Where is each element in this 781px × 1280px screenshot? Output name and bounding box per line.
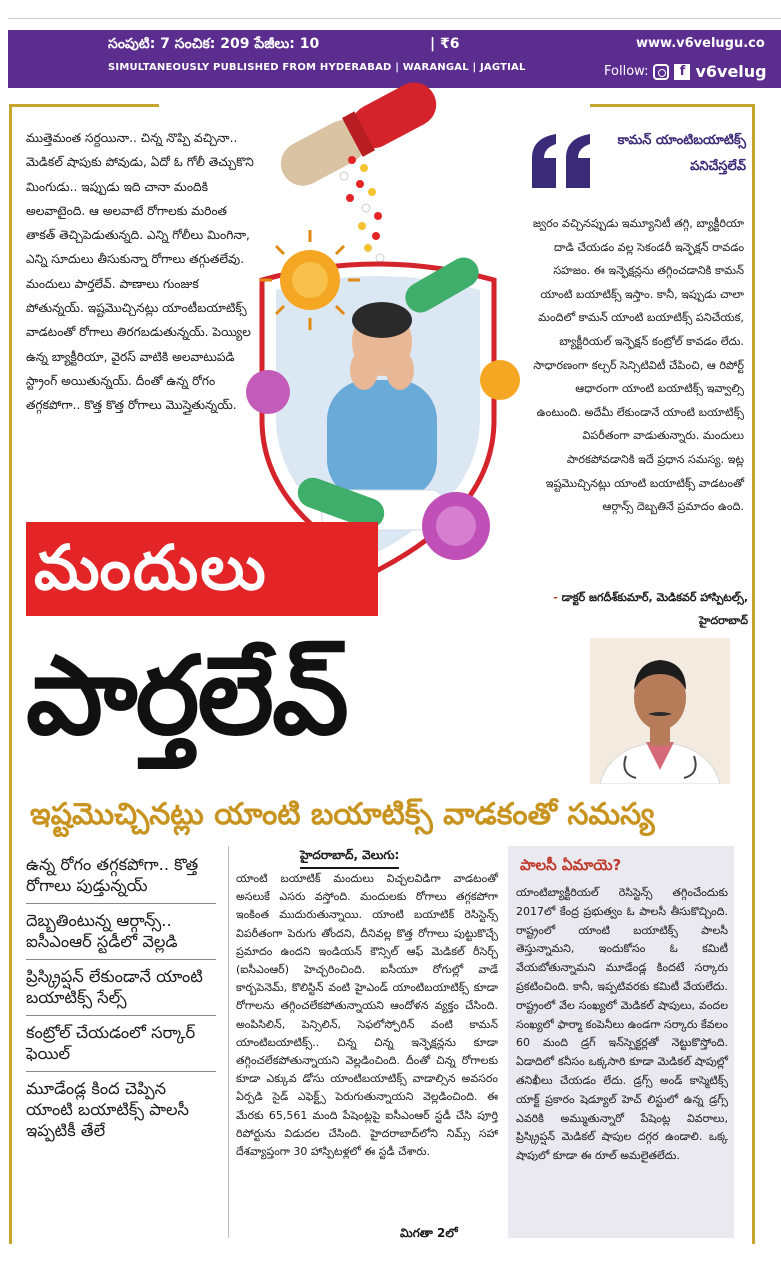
policy-body: యాంటిబ్యాక్టీరియల్ రెసిస్టెన్స్ తగ్గించేందుకు 2017లో కేంద్ర ప్రభుత్వం ఓ పాలసీ తీసుకొచ్చింది. రాష్ట్రంలో యాంటి బయాటిక్స్ పాలసీ తెస్తున్నామని, ఇందుకోసం ఓ కమిటీ వేయబోతున్నామని మూడేండ్ల కిందటే సర్కారు ప్రకటించింది. కానీ, ఇప్పటివరకు కమిటీ వేయలేదు. రాష్ట్రంలో వేల సంఖ్యలో మెడికల్ షాపులు, వందల సంఖ్యలో ఫార్మా కంపెనీలు ఉండగా సర్కారు కేవలం 60 మంది డ్రగ్ ఇన్‌స్పెక్టర్లతో నెట్టుకొస్తోంది. ఏడాదిలో కనీసం ఒక్కసారి కూడా మెడికల్ షాపుల్లో తనిఖీలు చేయడం లేదు. డ్రగ్స్ అండ్ కాస్మెటిక్స్ యాక్ట్ ప్రకారం షెడ్యూల్ హెచ్ లిస్టులో ఉన్న డ్రగ్స్ ఎవరికి అమ్ముతున్నారో పేషెంట్ల వివరాలు, ప్రిస్క్రిప్షన్ మెడికల్ షాపుల దగ్గర ఉండాలి. ఒక్క షాపులో కూడా ఈ రూల్ అమలైతలేదు.	[516, 886, 728, 1163]
article-body: యాంటి బయాటిక్ మందులు విచ్చలవిడిగా వాడటంతో అసలుకే ఎసరు వస్తోంది. మందులకు రోగాలు తగ్గకపోగా ఇంకింత ముదురుతున్నాయి. యాంటి బయాటిక్ రెసిస్టెన్స్ విపరీతంగా పెరుగు తోందని, దీనివల్ల కొత్త రోగాలు పుట్టుకొచ్చే ప్రమాదం ఉందని ఇండియన్ కౌన్సిల్ ఆఫ్ మెడికల్ రీసెర్చ్ (ఐసీఎంఆర్) హెచ్చరించింది. ఐసీయూ రోగుల్లో వాడే కార్బపెనెమ్, కొలిస్టిన్ వంటి హైఎండ్ యాంటిబయాటిక్స్ కూడా రోగాలను తగ్గించలేకపోతున్నాయని ఆందోళన వ్యక్తం చేసింది. అంపిసిలిన్, పెన్సిలిన్, సెఫలోస్పోరిన్ వంటి కామన్ యాంటిబయాటిక్స్.. చిన్న చిన్న ఇన్ఫెక్షన్లను కూడా తగ్గించలేకపోతున్నాయని వెల్లడించింది. దీంతో చిన్న రోగాలకు కూడా ఎక్కువ డోసు యాంటిబయాటిక్స్ వాడాల్సిన అవసరం ఏర్పడి సైడ్ ఎఫెక్ట్స్ పెరుగుతున్నాయని వెల్లడించింది. ఈ మేరకు 65,561 మంది పేషెంట్లపై ఐసీఎంఆర్ స్టడీ చేసి పూర్తి రిపోర్టును విడుదల చేసింది. హైదరాబాద్‌లోని నిమ్స్ సహా దేశవ్యాప్తంగా 30 హాస్పిటళ్లలో ఈ స్టడీ చేశారు.	[236, 872, 498, 1159]
policy-title: పాలసీ ఏమాయె?	[520, 856, 622, 874]
published-line: SIMULTANEOUSLY PUBLISHED FROM HYDERABAD | WARANGAL | JAGTIAL	[108, 62, 526, 73]
column-divider	[228, 846, 229, 1238]
frame-top-right	[590, 104, 755, 107]
signature-text: డాక్టర్ జగదీశ్‌కుమార్, మెడికవర్ హాస్పిటల్స్, హైదరాబాద్	[561, 591, 748, 627]
virus-icon-pink	[246, 370, 290, 414]
doctor-photo	[590, 638, 730, 784]
facebook-icon[interactable]: f	[674, 64, 690, 80]
intro-paragraph: ముత్తెమంత సర్దయినా.. చిన్న నొప్పి వచ్చినా.. మెడికల్ షాపుకు పోవుడు, ఏదో ఓ గోలీ తెచ్చుకొని మింగుడు.. ఇప్పుడు ఇది చానా మందికి అలవాటైంది. ఆ అలవాటే రోగాలకు మరింత తాకత్ తెచ్చిపెడుతున్నది. ఎన్ని గోలీలు మింగినా, ఎన్ని సూదులు తీసుకున్నా రోగాలు తగ్గుతలేవు. మందులు పార్తలేవ్. పాణాలు గుంజుక పోతున్నయ్. ఇష్టమొచ్చినట్లు యాంటీబయాటిక్స్ వాడటంతో రోగాలు తిరగబడుతున్నయ్. పెయ్యిల ఉన్న బ్యాక్టీరియా, వైరస్ వాటికి అలవాటుపడి స్ట్రాంగ్ అయితున్నయ్. దీంతో ఉన్న రోగం తగ్గకపోగా.. కొత్త కొత్త రోగాలు మొస్తైతున్నయ్.	[26, 131, 254, 413]
bullet-item: ప్రిస్క్రిప్షన్ లేకుండానే యాంటి బయాటిక్స్ సేల్స్	[26, 960, 216, 1016]
instagram-icon[interactable]	[653, 64, 669, 80]
bullet-item: ఉన్న రోగం తగ్గకపోగా.. కొత్త రోగాలు పుడ్తున్నయ్	[26, 848, 216, 904]
capsule-icon	[273, 80, 444, 193]
issue-line: సంపుటి: 7 సంచిక: 209 పేజీలు: 10	[108, 36, 320, 52]
headline-banner-text: మందులు	[34, 531, 268, 604]
signature-dash: -	[553, 591, 562, 604]
frame-top-left	[9, 104, 159, 107]
virus-icon-magenta	[422, 492, 490, 560]
social-handle[interactable]: v6velug	[695, 62, 767, 81]
article-dateline: హైదరాబాద్, వెలుగు:	[300, 848, 399, 869]
frame-left	[9, 104, 12, 1244]
headline-main: పార్తలేవ్	[26, 634, 347, 759]
price: | ₹6	[430, 36, 460, 52]
subheadline: ఇష్టమొచ్చినట్లు యాంటి బయాటిక్స్ వాడకంతో సమస్య	[30, 797, 655, 832]
quote-headline: కామన్ యాంటిబయాటిక్స్ పనిచేస్తలేవ్	[617, 133, 746, 174]
follow-label: Follow:	[604, 64, 649, 79]
follow-bar	[604, 62, 767, 81]
quote-mark-icon	[528, 128, 598, 198]
bullet-item: దెబ్బతింటున్న ఆర్గాన్స్.. ఐసీఎంఆర్ స్టడీలో వెల్లడి	[26, 904, 216, 960]
granules-icon	[340, 156, 384, 262]
article-continued: మిగతా 2లో	[400, 1226, 458, 1240]
bullet-item: కంట్రోల్ చేయడంలో సర్కార్ ఫెయిల్	[26, 1016, 216, 1072]
top-rule	[8, 18, 781, 19]
bullet-list	[26, 848, 216, 1148]
quote-body: జ్వరం వచ్చినప్పుడు ఇమ్యూనిటీ తగ్గి, బ్యాక్టీరియా దాడి చేయడం వల్ల సెకండరీ ఇన్ఫెక్షన్ రావడం సహజం. ఈ ఇన్ఫెక్షన్లను తగ్గించడానికి కామన్ యాంటి బయాటిక్స్ ఇస్తాం. కానీ, ఇప్పుడు చాలా మందిలో కామన్ యాంటి బయాటిక్స్ పనిచేయక, బ్యాక్టీరియల్ ఇన్ఫెక్షన్ కంట్రోల్ కావడం లేదు. సాధారణంగా కల్చర్ సెన్సిటివిటీ చేపించి, ఆ రిపోర్ట్ ఆధారంగా యాంటి బయాటిక్స్ ఇవ్వాల్సి ఉంటుంది. అదేమీ లేకుండానే యాంటి బయాటిక్స్ విపరీతంగా వాడుతున్నారు. మందులు పారకపోవడానికి ఇదే ప్రధాన సమస్య. ఇట్ల ఇష్టమొచ్చినట్లు యాంటి బయాటిక్స్ వాడటంతో ఆర్గాన్స్ దెబ్బతినే ప్రమాదం ఉంది.	[532, 217, 744, 514]
frame-right	[752, 104, 755, 1244]
website-link[interactable]: www.v6velugu.co	[636, 36, 765, 51]
bullet-item: మూడేండ్ల కింద చెప్పిన యాంటి బయాటిక్స్ పాలసీ ఇప్పటికీ తేలే	[26, 1079, 189, 1140]
virus-icon-yellow	[480, 360, 520, 400]
